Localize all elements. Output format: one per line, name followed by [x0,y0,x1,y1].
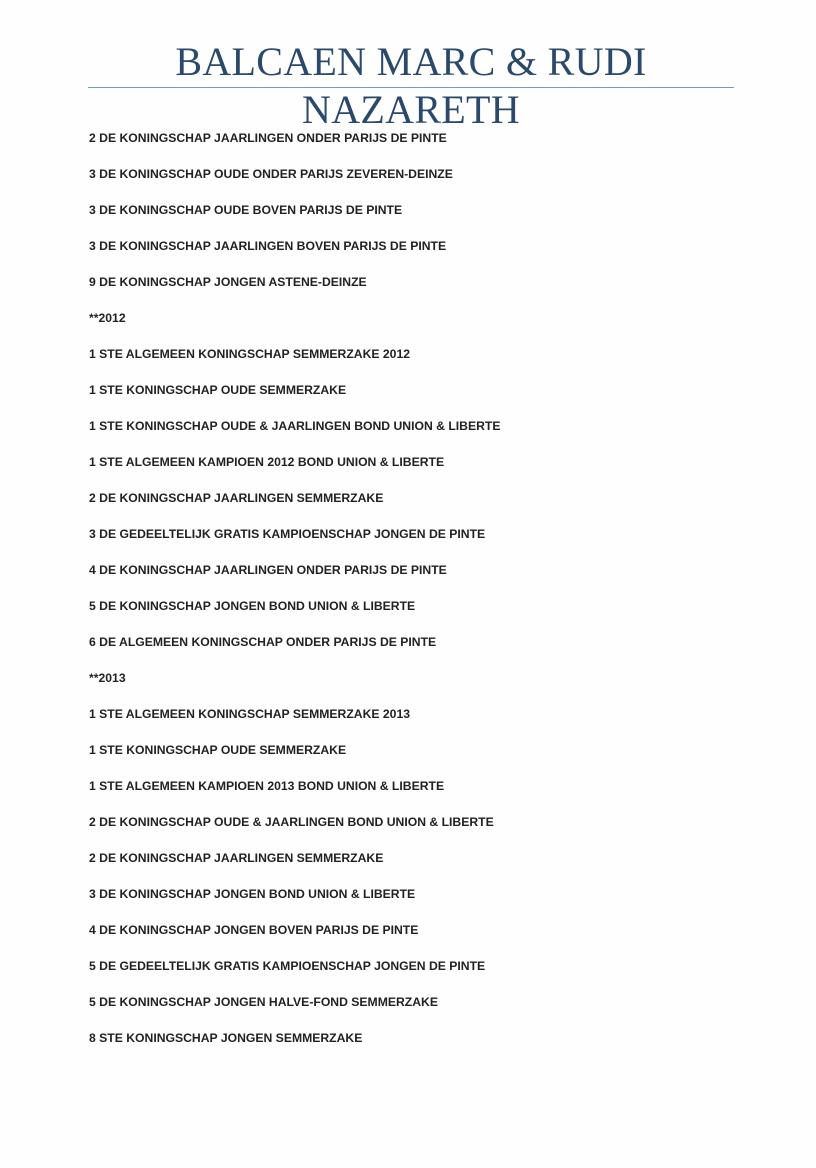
result-line: 1 STE ALGEMEEN KONINGSCHAP SEMMERZAKE 2012 [89,347,410,361]
result-line: 6 DE ALGEMEEN KONINGSCHAP ONDER PARIJS DE PINTE [89,635,437,649]
result-line: 2 DE KONINGSCHAP OUDE & JAARLINGEN BOND UNION & LIBERTE [89,815,494,829]
result-line: 5 DE KONINGSCHAP JONGEN BOND UNION & LIBERTE [89,599,416,613]
result-line: 5 DE KONINGSCHAP JONGEN HALVE-FOND SEMMERZAKE [89,995,438,1009]
title-underline [88,87,734,88]
result-line: 3 DE KONINGSCHAP JAARLINGEN BOVEN PARIJS DE PINTE [89,239,447,253]
result-line: 3 DE KONINGSCHAP JONGEN BOND UNION & LIBERTE [89,887,416,901]
page-title: BALCAEN MARC & RUDI NAZARETH [175,39,647,132]
result-line: 3 DE GEDEELTELIJK GRATIS KAMPIOENSCHAP JONGEN DE PINTE [89,527,486,541]
result-line: 2 DE KONINGSCHAP JAARLINGEN SEMMERZAKE [89,491,384,505]
result-line: 4 DE KONINGSCHAP JAARLINGEN ONDER PARIJS DE PINTE [89,563,447,577]
result-line: 2 DE KONINGSCHAP JAARLINGEN ONDER PARIJS DE PINTE [89,131,447,145]
result-line: 1 STE KONINGSCHAP OUDE & JAARLINGEN BOND UNION & LIBERTE [89,419,501,433]
results-list [89,128,789,1064]
result-line: 1 STE ALGEMEEN KONINGSCHAP SEMMERZAKE 2013 [89,707,410,721]
result-line: 1 STE KONINGSCHAP OUDE SEMMERZAKE [89,743,347,757]
result-line: 3 DE KONINGSCHAP OUDE ONDER PARIJS ZEVEREN-DEINZE [89,167,453,181]
result-line: 4 DE KONINGSCHAP JONGEN BOVEN PARIJS DE PINTE [89,923,419,937]
result-line: 9 DE KONINGSCHAP JONGEN ASTENE-DEINZE [89,275,367,289]
result-line: 1 STE KONINGSCHAP OUDE SEMMERZAKE [89,383,347,397]
result-line: 5 DE GEDEELTELIJK GRATIS KAMPIOENSCHAP JONGEN DE PINTE [89,959,486,973]
result-line: 2 DE KONINGSCHAP JAARLINGEN SEMMERZAKE [89,851,384,865]
result-line: 3 DE KONINGSCHAP OUDE BOVEN PARIJS DE PINTE [89,203,403,217]
year-heading: **2013 [89,671,126,685]
year-heading: **2012 [89,311,126,325]
result-line: 1 STE ALGEMEEN KAMPIOEN 2012 BOND UNION & LIBERTE [89,455,445,469]
result-line: 8 STE KONINGSCHAP JONGEN SEMMERZAKE [89,1031,363,1045]
result-line: 1 STE ALGEMEEN KAMPIOEN 2013 BOND UNION & LIBERTE [89,779,445,793]
